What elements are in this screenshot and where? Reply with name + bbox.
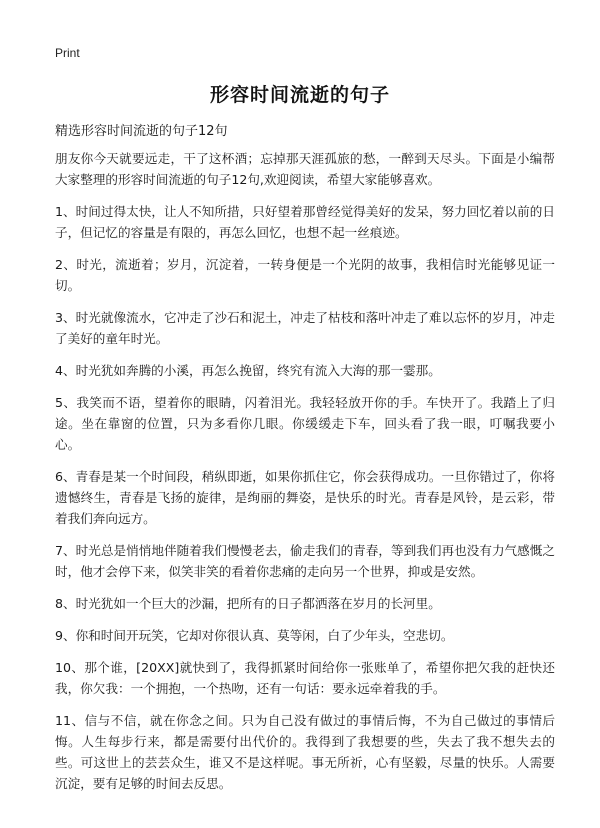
sentence-9: 9、你和时间开玩笑，它却对你很认真、莫等闲，白了少年头，空悲切。 bbox=[55, 628, 454, 643]
document-body bbox=[55, 148, 555, 805]
document-title: 形容时间流逝的句子 bbox=[209, 84, 390, 106]
sentence-2: 2、时光，流逝着；岁月，沉淀着，一转身便是一个光阴的故事，我相信时光能够见证一切。 bbox=[55, 257, 555, 293]
sentence-3: 3、时光就像流水，它冲走了沙石和泥土，冲走了枯枝和落叶冲走了难以忘怀的岁月，冲走了美好的童年时光。 bbox=[55, 310, 555, 346]
sentence-5: 5、我笑而不语，望着你的眼睛，闪着泪光。我轻轻放开你的手。车快开了。我踏上了归途。坐在靠窗的位置，只为多看你几眼。你缓缓走下车，回头看了我一眼，叮嘱我要小心。 bbox=[55, 395, 555, 452]
sentence-11: 11、信与不信，就在你念之间。只为自己没有做过的事情后悔，不为自己做过的事情后悔。人生每步行来，都是需要付出代价的。我得到了我想要的些，失去了我不想失去的些。可这世上的芸芸众生，谁又不是这样呢。事无所祈，心有坚毅，尽量的快乐。人需要沉淀，要有足够的时间去反思。 bbox=[55, 713, 555, 791]
sentence-10: 10、那个谁，[20XX]就快到了，我得抓紧时间给你一张账单了，希望你把欠我的赶快还我，你欠我：一个拥抱，一个热吻，还有一句话：要永远牵着我的手。 bbox=[55, 660, 555, 696]
document-subtitle: 精选形容时间流逝的句子12句 bbox=[55, 124, 228, 139]
sentence-7: 7、时光总是悄悄地伴随着我们慢慢老去，偷走我们的青春，等到我们再也没有力气感慨之时，他才会停下来，似笑非笑的看着你悲痛的走向另一个世界，抑或是安然。 bbox=[55, 543, 555, 579]
sentence-1: 1、时间过得太快，让人不知所措，只好望着那曾经觉得美好的发呆，努力回忆着以前的日子，但记忆的容量是有限的，再怎么回忆，也想不起一丝痕迹。 bbox=[55, 204, 555, 240]
sentence-8: 8、时光犹如一个巨大的沙漏，把所有的日子都洒落在岁月的长河里。 bbox=[55, 596, 441, 611]
print-label: Print bbox=[55, 46, 80, 60]
sentence-6: 6、青春是某一个时间段，稍纵即逝，如果你抓住它，你会获得成功。一旦你错过了，你将遗憾终生，青春是飞扬的旋律，是绚丽的舞姿，是快乐的时光。青春是风铃，是云彩，带着我们奔向远方。 bbox=[55, 469, 555, 526]
intro-paragraph: 朋友你今天就要远走，干了这杯酒；忘掉那天涯孤旅的愁，一醉到天尽头。下面是小编帮大家整理的形容时间流逝的句子12句,欢迎阅读，希望大家能够喜欢。 bbox=[55, 151, 555, 187]
sentence-4: 4、时光犹如奔腾的小溪，再怎么挽留，终究有流入大海的那一霎那。 bbox=[55, 363, 441, 378]
